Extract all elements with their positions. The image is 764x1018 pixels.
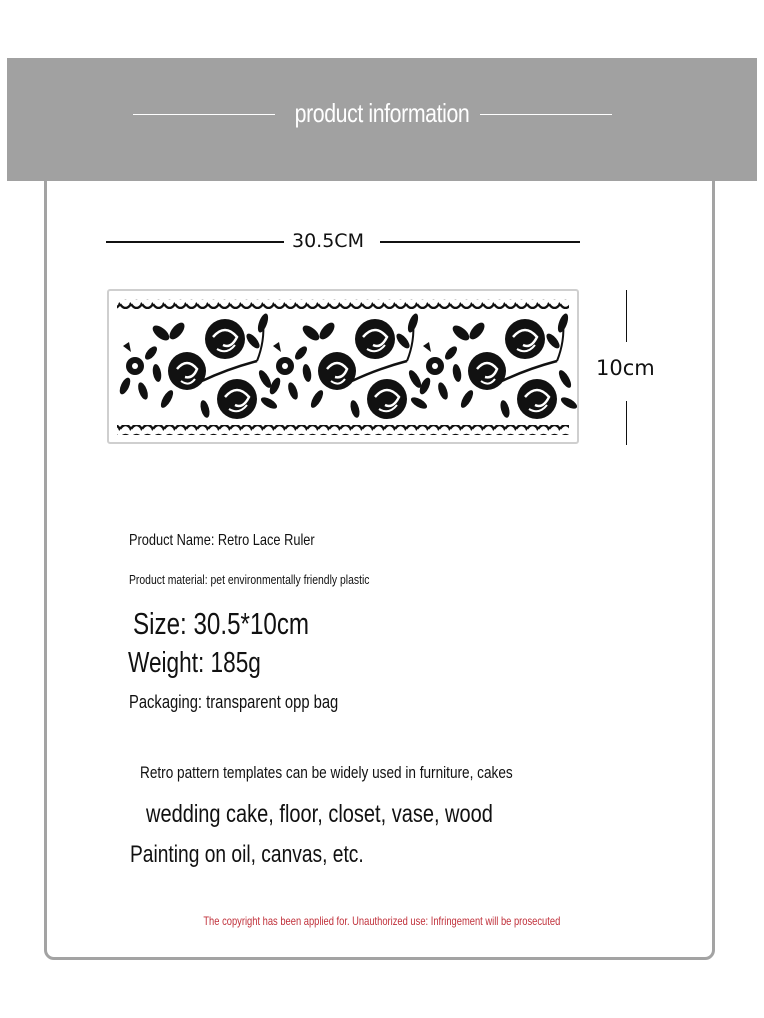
width-line-right bbox=[380, 241, 580, 243]
height-dimension bbox=[596, 288, 666, 446]
product-name: Product Name: Retro Lace Ruler bbox=[129, 532, 315, 549]
copyright-notice bbox=[0, 914, 764, 928]
usage-line-1: Retro pattern templates can be widely used in furniture, cakes bbox=[140, 763, 513, 782]
product-size: Size: 30.5*10cm bbox=[133, 606, 310, 641]
content-frame bbox=[44, 150, 715, 960]
product-packaging: Packaging: transparent opp bag bbox=[129, 692, 339, 712]
width-label: 30.5CM bbox=[292, 230, 364, 252]
banner-divider-right bbox=[480, 114, 612, 115]
product-image bbox=[107, 289, 579, 444]
product-weight: Weight: 185g bbox=[128, 647, 261, 679]
rose-lace-pattern-icon bbox=[109, 291, 577, 442]
copyright-text: The copyright has been applied for. Unauthorized use: Infringement will be prosecuted bbox=[203, 914, 561, 928]
usage-line-2: wedding cake, floor, closet, vase, wood bbox=[146, 800, 493, 828]
width-line-left bbox=[106, 241, 284, 243]
width-dimension bbox=[106, 230, 580, 254]
header-banner bbox=[7, 58, 757, 181]
height-line-bottom bbox=[626, 401, 627, 445]
banner-title: product information bbox=[294, 98, 470, 128]
height-line-top bbox=[626, 290, 627, 342]
usage-line-3: Painting on oil, canvas, etc. bbox=[130, 841, 364, 868]
height-label: 10cm bbox=[596, 356, 655, 380]
product-material: Product material: pet environmentally friendly plastic bbox=[129, 572, 370, 587]
